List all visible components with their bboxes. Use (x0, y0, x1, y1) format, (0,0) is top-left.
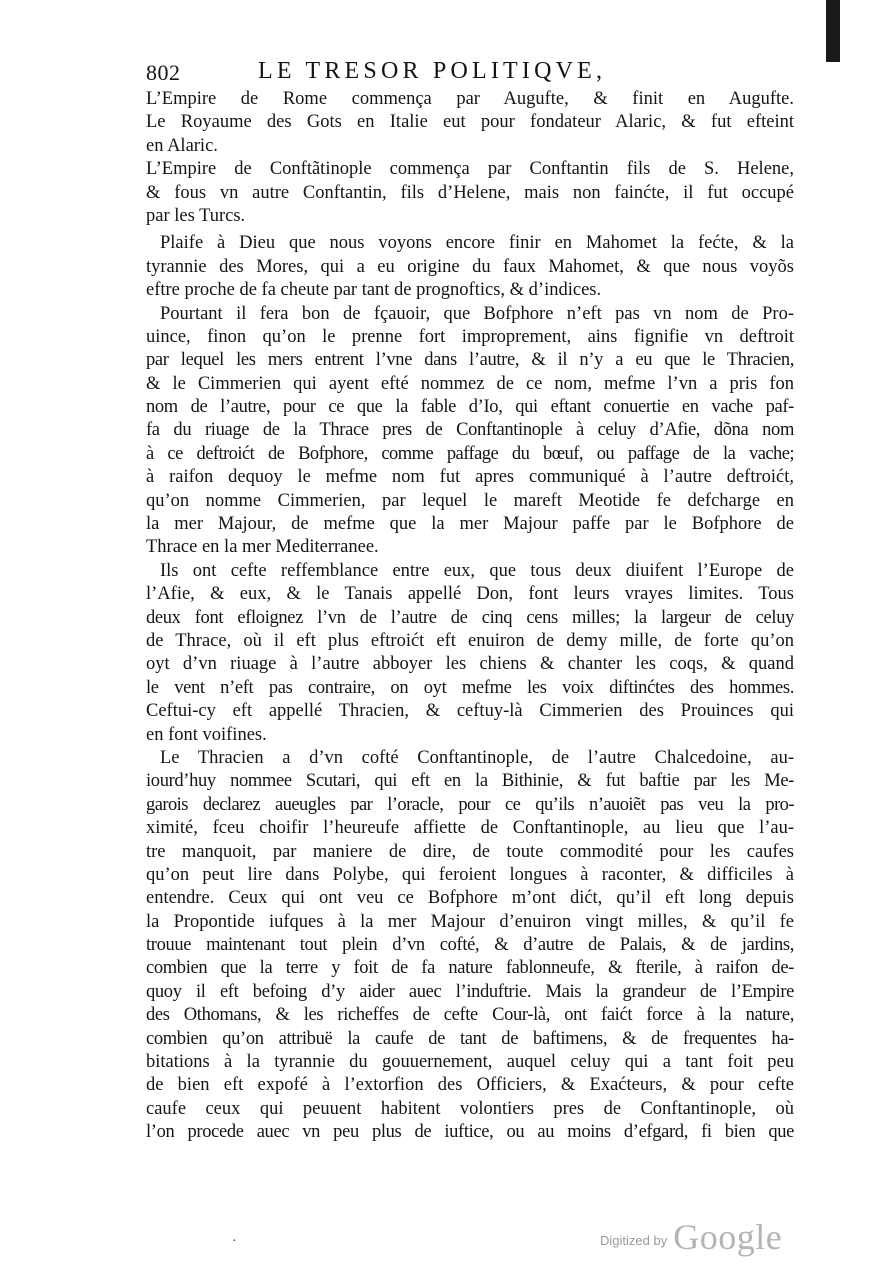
text-line: l’on procede auec vn peu plus de iuftice, ou au moins d’efgard, fi bien que (146, 1122, 794, 1143)
watermark-brand: Google (673, 1217, 783, 1257)
text-line: qu’on nomme Cimmerien, par lequel le mareft Meotide fe defcharge en (146, 490, 794, 511)
text-line: le vent n’eft pas contraire, on oyt mefme les voix diftinćtes des hommes. (146, 677, 794, 698)
text-line: Ceftui-cy eft appellé Thracien, & ceftuy-là Cimmerien des Prouinces qui (146, 701, 794, 722)
text-line: par les Turcs. (146, 205, 246, 226)
text-line: & le Cimmerien qui ayent efté nommez de ce nom, mefme l’vn a pris fon (146, 373, 794, 394)
text-line: la Propontide iufques à la mer Majour d’enuiron vingt milles, & qu’il fe (146, 911, 794, 932)
text-line: à ce deftroićt de Bofphore, comme paffage du bœuf, ou paffage de la vache; (146, 443, 794, 464)
body-text (146, 88, 794, 1145)
text-line: uince, finon qu’on le prenne fort improprement, ains fignifie vn deftroit (146, 326, 794, 347)
text-line: des Othomans, & les richeffes de cefte Cour-là, ont faićt force à la nature, (146, 1005, 794, 1026)
text-line: ximité, fceu choifir l’heureufe affiette de Conftantinople, au lieu que l’au- (146, 818, 794, 839)
text-line: Ils ont cefte reffemblance entre eux, que tous deux diuifent l’Europe de (160, 560, 794, 581)
gutter-shadow (826, 0, 840, 62)
text-line: deux font efloignez l’vn de l’autre de cinq cens milles; la largeur de celuy (146, 607, 794, 628)
stray-ink-mark: · (232, 1234, 237, 1249)
text-line: oyt d’vn riuage à l’autre abboyer les chiens & chanter les coqs, & quand (146, 654, 794, 675)
text-line: l’Afie, & eux, & le Tanais appellé Don, font leurs vrayes limites. Tous (146, 584, 794, 605)
text-line: Plaife à Dieu que nous voyons encore finir en Mahomet la fećte, & la (160, 233, 794, 254)
text-line: eftre proche de fa cheute par tant de prognoftics, & d’indices. (146, 280, 602, 301)
text-line: caufe ceux qui peuuent habitent volontiers pres de Conftantinople, où (146, 1098, 794, 1119)
text-line: tyrannie des Mores, qui a eu origine du faux Mahomet, & que nous voyõs (146, 256, 794, 277)
text-line: tre manquoit, par maniere de dire, de toute commodité pour les caufes (146, 841, 794, 862)
text-line: par lequel les mers entrent l’vne dans l’autre, & il n’y a eu que le Thracien, (146, 350, 794, 371)
text-line: en Alaric. (146, 135, 218, 156)
text-line: de bien eft expofé à l’extorfion des Officiers, & Exaćteurs, & pour cefte (146, 1075, 794, 1096)
text-line: de Thrace, où il eft plus eftroićt eft enuiron de demy mille, de forte qu’on (146, 630, 794, 651)
text-line: entendre. Ceux qui ont veu ce Bofphore m’ont dićt, qu’il eft long depuis (146, 888, 794, 909)
text-line: nom de l’autre, pour ce que la fable d’Io, qui eftant conuertie en vache paf- (146, 397, 794, 418)
text-line: qu’on peut lire dans Polybe, qui feroient longues à raconter, & difficiles à (146, 864, 794, 885)
running-title: LE TRESOR POLITIQVE, (258, 58, 607, 84)
text-line: combien que la terre y foit de fa nature fablonneufe, & fterile, à raifon de- (146, 958, 794, 979)
text-line: en font voifines. (146, 724, 267, 745)
page-number: 802 (146, 60, 181, 85)
text-line: à raifon dequoy le mefme nom fut apres communiqué à l’autre deftroićt, (146, 467, 794, 488)
text-line: Thrace en la mer Mediterranee. (146, 537, 379, 558)
text-line: bitations à la tyrannie du gouuernement, auquel celuy qui a tant foit peu (146, 1052, 794, 1073)
text-line: & fous vn autre Conftantin, fils d’Helene, mais non fainćte, il fut occupé (146, 182, 794, 203)
text-line: garois declarez aueugles par l’oracle, pour ce qu’ils n’auoiẽt pas veu la pro- (146, 794, 794, 815)
page-header (146, 54, 786, 88)
digitization-watermark (600, 1216, 782, 1256)
text-line: L’Empire de Rome commença par Augufte, & finit en Augufte. (146, 89, 794, 109)
text-line: fa du riuage de la Thrace pres de Conftantinople à celuy d’Afie, dõna nom (146, 420, 794, 441)
text-line: Le Thracien a d’vn cofté Conftantinople, de l’autre Chalcedoine, au- (160, 747, 794, 768)
text-line: quoy il eft befoing d’y aider auec l’induftrie. Mais la grandeur de l’Empire (146, 981, 794, 1002)
text-line: Pourtant il fera bon de fçauoir, que Bofphore n’eft pas vn nom de Pro- (160, 303, 794, 324)
text-line: trouue maintenant tout plein d’vn cofté, & d’autre de Palais, & de jardins, (146, 935, 794, 956)
text-line: iourd’huy nommee Scutari, qui eft en la Bithinie, & fut baftie par les Me- (146, 771, 794, 792)
text-line: combien qu’on attribuë la caufe de tant de baftimens, & de frequentes ha- (146, 1028, 794, 1049)
text-line: la mer Majour, de mefme que la mer Majour paffe par le Bofphore de (146, 514, 794, 535)
watermark-prefix: Digitized by (600, 1233, 668, 1248)
text-line: L’Empire de Conftãtinople commença par Conftantin fils de S. Helene, (146, 159, 794, 180)
text-line: Le Royaume des Gots en Italie eut pour fondateur Alaric, & fut efteint (146, 112, 794, 133)
